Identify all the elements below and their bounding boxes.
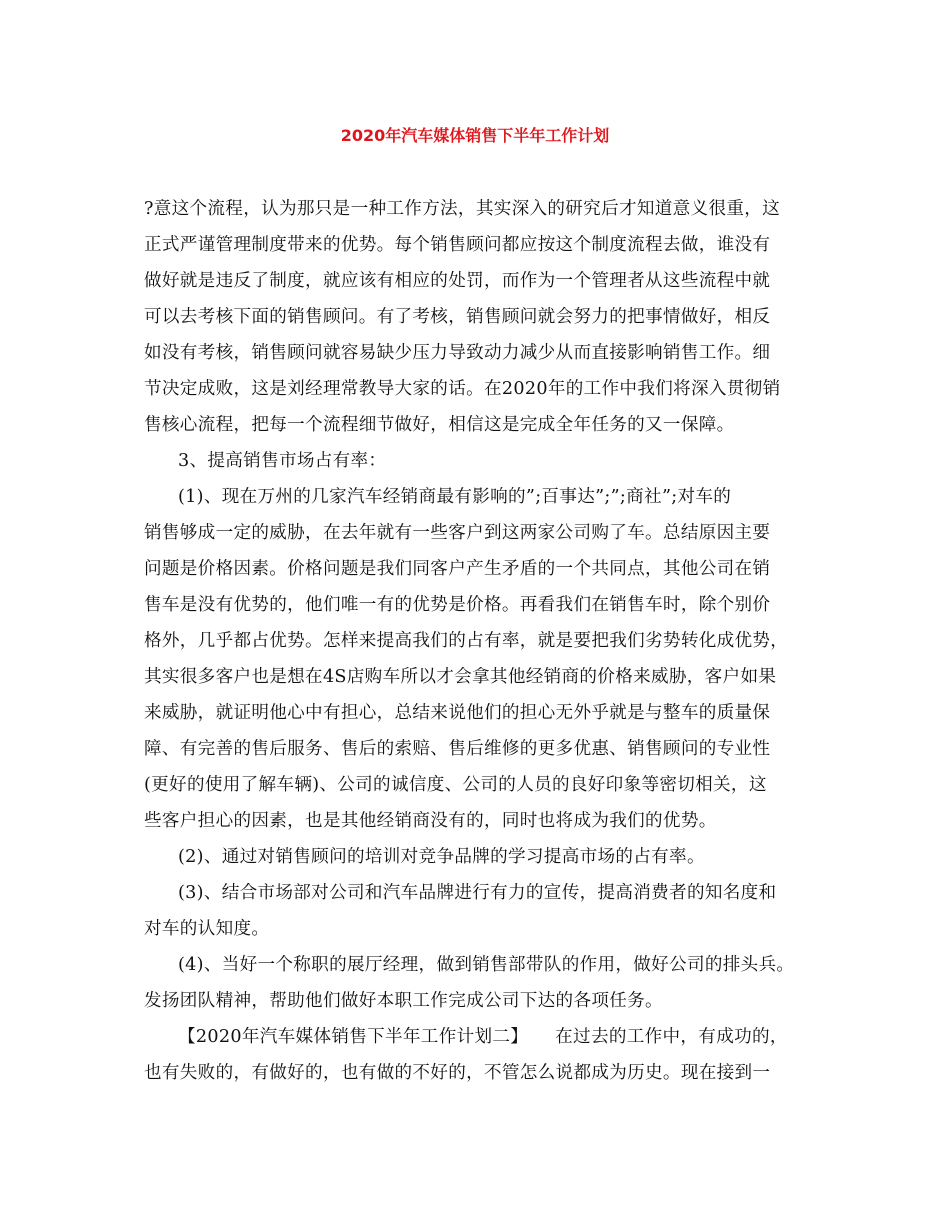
- body-line: 来威胁，就证明他心中有担心，总结来说他们的担心无外乎就是与整车的质量保: [144, 703, 771, 723]
- body-line: 格外，几乎都占优势。怎样来提高我们的占有率，就是要把我们劣势转化成优势，: [144, 631, 789, 651]
- body-line: 售核心流程，把每一个流程细节做好，相信这是完成全年任务的又一保障。: [144, 415, 735, 435]
- body-line: (4)、当好一个称职的展厅经理，做到销售部带队的作用，做好公司的排头兵。: [178, 955, 795, 975]
- body-line: 其实很多客户也是想在4S店购车所以才会拿其他经销商的价格来威胁，客户如果: [144, 667, 777, 687]
- body-line: 做好就是违反了制度，就应该有相应的处罚，而作为一个管理者从这些流程中就: [144, 271, 771, 291]
- body-line: 发扬团队精神，帮助他们做好本职工作完成公司下达的各项任务。: [144, 991, 663, 1011]
- section-heading: 3、提高销售市场占有率：: [178, 451, 387, 471]
- body-line: (更好的使用了解车辆)、公司的诚信度、公司的人员的良好印象等密切相关，这: [144, 775, 767, 795]
- body-line: (3)、结合市场部对公司和汽车品牌进行有力的宣传，提高消费者的知名度和: [178, 883, 777, 903]
- body-line: ?意这个流程，认为那只是一种工作方法，其实深入的研究后才知道意义很重，这: [144, 199, 781, 219]
- body-line: 售车是没有优势的，他们唯一有的优势是价格。再看我们在销售车时，除个别价: [144, 595, 771, 615]
- body-line: 正式严谨管理制度带来的优势。每个销售顾问都应按这个制度流程去做，谁没有: [144, 235, 771, 255]
- body-line: 可以去考核下面的销售顾问。有了考核，销售顾问就会努力的把事情做好，相反: [144, 307, 771, 327]
- document-title: 2020年汽车媒体销售下半年工作计划: [340, 126, 610, 145]
- body-line: 也有失败的，有做好的，也有做的不好的，不管怎么说都成为历史。现在接到一: [144, 1063, 771, 1083]
- body-line: (1)、现在万州的几家汽车经销商最有影响的”;百事达”;”;商社”;对车的: [178, 487, 732, 507]
- body-line: 些客户担心的因素，也是其他经销商没有的，同时也将成为我们的优势。: [144, 811, 717, 831]
- body-line: 对车的认知度。: [144, 919, 270, 939]
- body-line: 节决定成败，这是刘经理常教导大家的话。在2020年的工作中我们将深入贯彻销: [144, 379, 781, 399]
- body-line: (2)、通过对销售顾问的培训对竞争品牌的学习提高市场的占有率。: [178, 847, 705, 867]
- body-line: 问题是价格因素。价格问题是我们同客户产生矛盾的一个共同点，其他公司在销: [144, 559, 771, 579]
- section-heading: 【2020年汽车媒体销售下半年工作计划二】 在过去的工作中，有成功的，: [178, 1027, 788, 1047]
- body-line: 障、有完善的售后服务、售后的索赔、售后维修的更多优惠、销售顾问的专业性: [144, 739, 771, 759]
- body-line: 销售够成一定的威胁，在去年就有一些客户到这两家公司购了车。总结原因主要: [144, 523, 771, 543]
- body-line: 如没有考核，销售顾问就容易缺少压力导致动力减少从而直接影响销售工作。细: [144, 343, 771, 363]
